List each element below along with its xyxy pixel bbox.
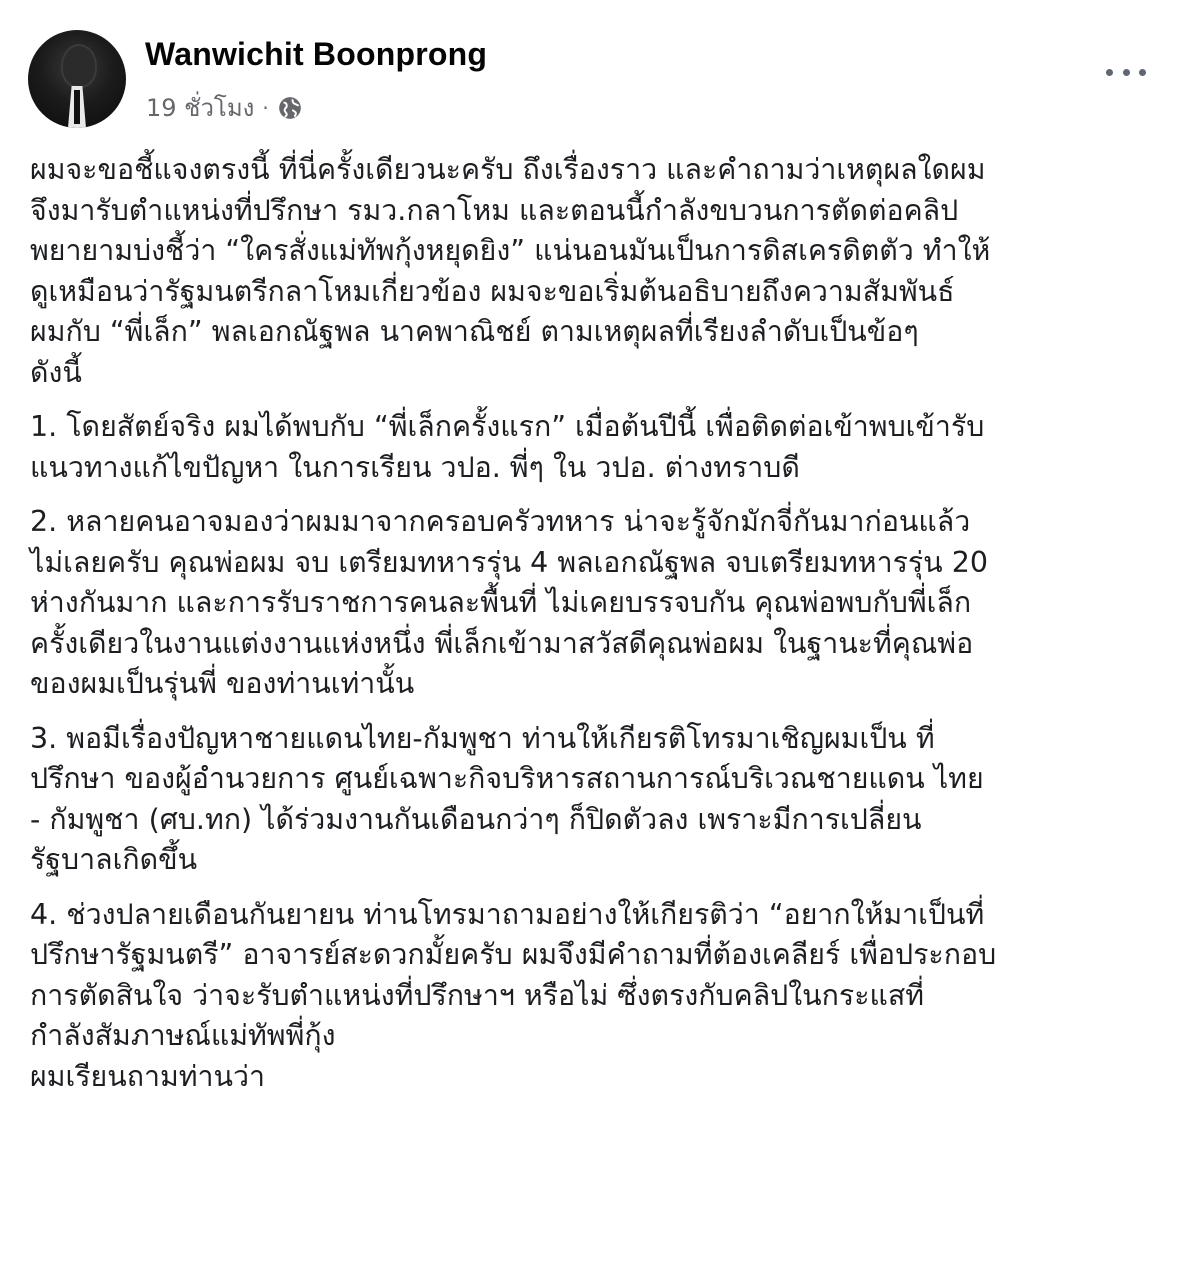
more-dot	[1106, 69, 1113, 76]
avatar-tie	[74, 90, 80, 124]
more-dot	[1139, 69, 1146, 76]
post-body	[30, 150, 1175, 1111]
post-paragraph-2: 2. หลายคนอาจมองว่าผมมาจากครอบครัวทหาร น่าจะรู้จักมักจี่กันมาก่อนแล้ว ไม่เลยครับ คุณพ่อผม จบ เตรียมทหารรุ่น 4 พลเอกณัฐพล จบเตรียมทหารรุ่น 20 ห่างกันมาก และการรับราชการคนละพื้นที่ ไม่เคยบรรจบกัน คุณพ่อพบกับพี่เล็ก ครั้งเดียวในงานแต่งงานแห่งหนึ่ง พี่เล็กเข้ามาสวัสดีคุณพ่อผม ในฐานะที่คุณพ่อ ของผมเป็นรุ่นพี่ ของท่านเท่านั้น	[30, 505, 988, 700]
post-timestamp[interactable]: 19 ชั่วโมง	[146, 94, 255, 122]
post-meta	[146, 88, 303, 127]
post-paragraph-3: 3. พอมีเรื่องปัญหาชายแดนไทย-กัมพูชา ท่านให้เกียรติโทรมาเชิญผมเป็น ที่ ปรึกษา ของผู้อำนวยการ ศูนย์เฉพาะกิจบริหารสถานการณ์บริเวณชายแดน ไทย - กัมพูชา (ศบ.ทก) ได้ร่วมงานกันเดือนกว่าๆ ก็ปิดตัวลง เพราะมีการเปลี่ยน รัฐบาลเกิดขึ้น	[30, 721, 984, 876]
post-paragraph-1: 1. โดยสัตย์จริง ผมได้พบกับ “พี่เล็กครั้งแรก” เมื่อต้นปีนี้ เพื่อติดต่อเข้าพบเข้ารับ แนวทางแก้ไขปัญหา ในการเรียน วปอ. พี่ๆ ใน วปอ. ต่างทราบดี	[30, 410, 985, 484]
author-name[interactable]: Wanwichit Boonprong	[145, 36, 488, 72]
avatar-face	[61, 44, 97, 88]
more-dot	[1123, 69, 1130, 76]
avatar[interactable]	[28, 30, 126, 128]
meta-separator: ·	[262, 95, 269, 120]
post-paragraph-4: 4. ช่วงปลายเดือนกันยายน ท่านโทรมาถามอย่างให้เกียรติว่า “อยากให้มาเป็นที่ ปรึกษารัฐมนตรี” อาจารย์สะดวกมั้ยครับ ผมจึงมีคำถามที่ต้องเคลียร์ เพื่อประกอบ การตัดสินใจ ว่าจะรับตำแหน่งที่ปรึกษาฯ หรือไม่ ซึ่งตรงกับคลิปในกระแสที่ กำลังสัมภาษณ์แม่ทัพพี่กุ้ง ผมเรียนถามท่านว่า	[30, 897, 997, 1093]
more-options-icon[interactable]	[1106, 60, 1146, 84]
post-paragraph-intro: ผมจะขอชี้แจงตรงนี้ ที่นี่ครั้งเดียวนะครับ ถึงเรื่องราว และคำถามว่าเหตุผลใดผม จึงมารับตำแหน่งที่ปรึกษา รมว.กลาโหม และตอนนี้กำลังขบวนการตัดต่อคลิป พยายามบ่งชี้ว่า “ใครสั่งแม่ทัพกุ้งหยุดยิง” แน่นอนมันเป็นการดิสเครดิตตัว ทำให้ ดูเหมือนว่ารัฐมนตรีกลาโหมเกี่ยวข้อง ผมจะขอเริ่มต้นอธิบายถึงความสัมพันธ์ ผมกับ “พี่เล็ก” พลเอกณัฐพล นาคพาณิชย์ ตามเหตุผลที่เรียงลำดับเป็นข้อๆ ดังนี้	[30, 153, 991, 389]
globe-icon[interactable]	[277, 95, 303, 121]
